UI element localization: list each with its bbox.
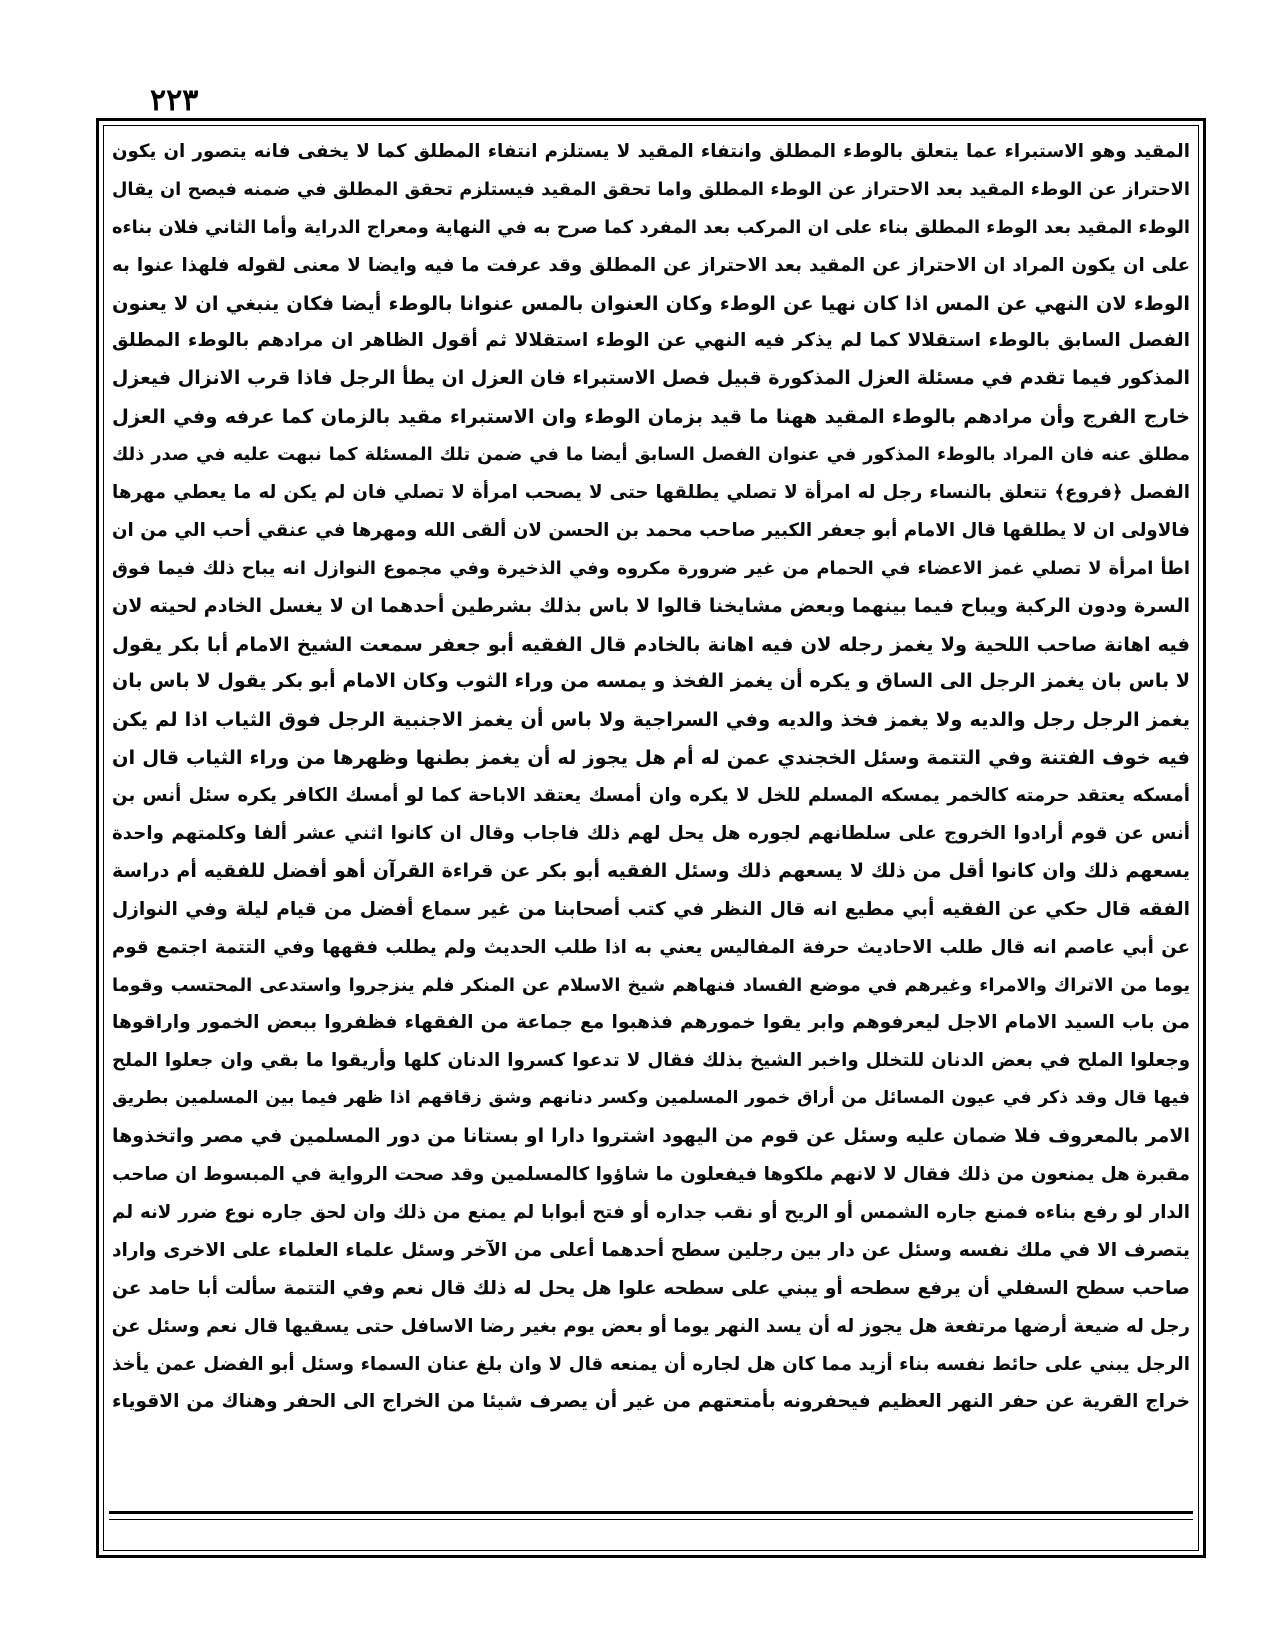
- text-line: فيها قال وقد ذكر في عيون المسائل من أراق خمور المسلمين وكسر دنانهم وشق زقاقهم اذا ظهر فيما بين المسلمين بطريق: [112, 1088, 1190, 1109]
- text-line: [112, 1421, 1190, 1459]
- text-line: الرجل يبني على حائط نفسه بناء أزيد مما كان هل لجاره أن يمنعه قال لا وان بلغ عنان السماء وسئل أبو الفضل عمن يأخذ: [112, 1353, 1190, 1375]
- text-line: خارج الفرج وأن مرادهم بالوطء المقيد ههنا ما قيد بزمان الوطء وان الاستبراء مقيد بالزمان كما عرفه وفي العزل: [112, 405, 1190, 429]
- text-line: على ان يكون المراد ان الاحتراز عن المقيد بعد الاحتراز عن المطلق وقد عرفت ما فيه وايضا لا معنى لقوله فلهذا عنوا به: [112, 254, 1190, 276]
- text-line: فالاولى ان لا يطلقها قال الامام أبو جعفر الكبير صاحب محمد بن الحسن لان ألقى الله ومهرها في عنقي أحب الي من ان: [112, 519, 1190, 541]
- text-line: وجعلوا الملح في بعض الدنان للتخلل واخبر الشيخ بذلك فقال لا تدعوا كسروا الدنان كلها وأريقوا ما بقي وان جعلوا الملح: [112, 1050, 1190, 1072]
- text-line: يتصرف الا في ملك نفسه وسئل عن دار بين رجلين سطح أحدهما أعلى من الآخر وسئل علماء العلماء على الاخرى واراد: [112, 1239, 1190, 1261]
- text-line: الاحتراز عن الوطء المقيد بعد الاحتراز عن الوطء المطلق واما تحقق المقيد فيستلزم تحقق المطلق في ضمنه فيصح ان يقال: [112, 178, 1190, 200]
- text-line: خراج القرية عن حفر النهر العظيم فيحفرونه بأمتعتهم من غير أن يصرف شيئا من الخراج الى الحفر وهناك من الاقوياء: [112, 1391, 1190, 1413]
- text-line: فيه خوف الفتنة وفي التتمة وسئل الخجندي عمن له أم هل يجوز له أن يغمز بطنها وظهرها من وراء الثياب قال ان: [112, 746, 1190, 770]
- footer-rule: [103, 1497, 1199, 1551]
- text-line: أمسكه يعتقد حرمته كالخمر يمسكه المسلم للخل لا يكره وان أمسك يعتقد الاباحة كما لو أمسك الكافر يكره سئل أنس بن: [112, 785, 1190, 807]
- text-line: يوما من الاتراك والامراء وغيرهم في موضع الفساد فنهاهم شيخ الاسلام عن المنكر فلم ينزجروا واستدعى المحتسب وقوما: [112, 974, 1190, 996]
- text-line: مطلق عنه فان المراد بالوطء المذكور في عنوان الفصل السابق أيضا ما في ضمن تلك المسئلة كما نبهت عليه في صدر ذلك: [112, 444, 1190, 466]
- footer-rule-thin: [109, 1519, 1193, 1520]
- text-line: من باب السيد الامام الاجل ليعرفوهم وابر يقوا خمورهم فذهبوا مع جماعة من الفقهاء فظفروا ببعض الخمور واراقوها: [112, 1012, 1190, 1034]
- text-line: فيه اهانة صاحب اللحية ولا يغمز رجله لان فيه اهانة بالخادم قال الفقيه أبو جعفر سمعت الشيخ الامام أبا بكر يقول: [112, 632, 1190, 656]
- text-line: الفقه قال حكي عن الفقيه أبي مطيع انه قال النظر في كتب أصحابنا من غير سماع أفضل من قيام ليلة وفي النوازل: [112, 898, 1190, 920]
- text-line: يغمز الرجل رجل والديه ولا يغمز فخذ والديه وفي السراجية ولا باس أن يغمز الاجنبية الرجل فوق الثياب اذا لم يكن: [112, 708, 1190, 732]
- text-line: المقيد وهو الاستبراء عما يتعلق بالوطء المطلق وانتفاء المقيد لا يستلزم انتفاء المطلق كما لا يخفى فانه يتصور ان يكون: [112, 141, 1190, 162]
- text-line: السرة ودون الركبة ويباح فيما بينهما وبعض مشايخنا قالوا لا باس بذلك بشرطين أحدهما ان لا يغسل الخادم لحيته لان: [112, 594, 1190, 617]
- text-line: الوطء المقيد بعد الوطء المطلق بناء على ان المركب بعد المفرد كما صرح به في النهاية ومعراج الدراية وأما الثاني فلان بناءه: [112, 216, 1190, 238]
- text-line: أنس عن قوم أرادوا الخروج على سلطانهم لجوره هل يحل لهم ذلك فاجاب وقال ان كانوا اثني عشر ألفا وكلمتهم واحدة: [112, 823, 1190, 845]
- text-line: صاحب سطح السفلي أن يرفع سطحه أو يبني على سطحه علوا هل يحل له ذلك قال نعم وفي التتمة سألت أبا حامد عن: [112, 1277, 1190, 1299]
- text-line: رجل له ضيعة أرضها مرتفعة هل يجوز له أن يسد النهر يوما أو بعض يوم بغير رضا الاسافل حتى يسقيها قال نعم وسئل عن: [112, 1315, 1190, 1337]
- text-line: المذكور فيما تقدم في مسئلة العزل المذكورة قبيل فصل الاستبراء فان العزل ان يطأ الرجل فاذا قرب الانزال فيعزل: [112, 367, 1190, 390]
- text-line: يسعهم ذلك وان كانوا أقل من ذلك لا يسعهم ذلك وسئل الفقيه أبو بكر عن قراءة القرآن أهو أفضل للفقيه أم دراسة: [112, 859, 1190, 882]
- text-line: الوطء لان النهي عن المس اذا كان نهيا عن الوطء وكان العنوان بالمس عنوانا بالوطء أيضا فكان ينبغي ان لا يعنون: [112, 291, 1190, 315]
- text-line: الامر بالمعروف فلا ضمان عليه وسئل عن قوم من اليهود اشتروا دارا او بستانا من دور المسلمين في مصر واتخذوها: [112, 1125, 1190, 1148]
- text-line: الدار لو رفع بناءه فمنع جاره الشمس أو الريح أو نقب جداره أو فتح أبوابا لم يمنع من ذلك وان لحق جاره نوع ضرر لانه لم: [112, 1201, 1190, 1223]
- text-line: الفصل ﴿فروع﴾ تتعلق بالنساء رجل له امرأة لا تصلي يطلقها حتى لا يصحب امرأة لا تصلي فان لم يكن له ما يعطي مهرها: [112, 482, 1190, 504]
- text-line: الفصل السابق بالوطء استقلالا كما لم يذكر فيه النهي عن الوطء استقلالا ثم أقول الظاهر ان مرادهم بالوطء المطلق: [112, 330, 1190, 352]
- text-line: لا باس بان يغمز الرجل الى الساق و يكره أن يغمز الفخذ و يمسه من وراء الثوب وكان الامام أبو بكر يقول لا باس بان: [112, 670, 1190, 693]
- text-line: عن أبي عاصم انه قال طلب الاحاديث حرفة المفاليس يعني به اذا طلب الحديث ولم يطلب فقهها وفي التتمة اجتمع قوم: [112, 936, 1190, 958]
- text-line: اطأ امرأة لا تصلي غمز الاعضاء في الحمام من غير ضرورة مكروه وفي الذخيرة وفي مجموع النوازل انه يباح ذلك فيما فوق: [112, 557, 1190, 579]
- page-number: ٢٢٣: [150, 83, 199, 118]
- text-line: مقبرة هل يمنعون من ذلك فقال لا لانهم ملكوها فيفعلون ما شاؤوا كالمسلمين وقد صحت الرواية في المبسوط ان صاحب: [112, 1164, 1190, 1186]
- footer-rule-thick: [109, 1511, 1193, 1514]
- text-block: [112, 133, 1190, 1495]
